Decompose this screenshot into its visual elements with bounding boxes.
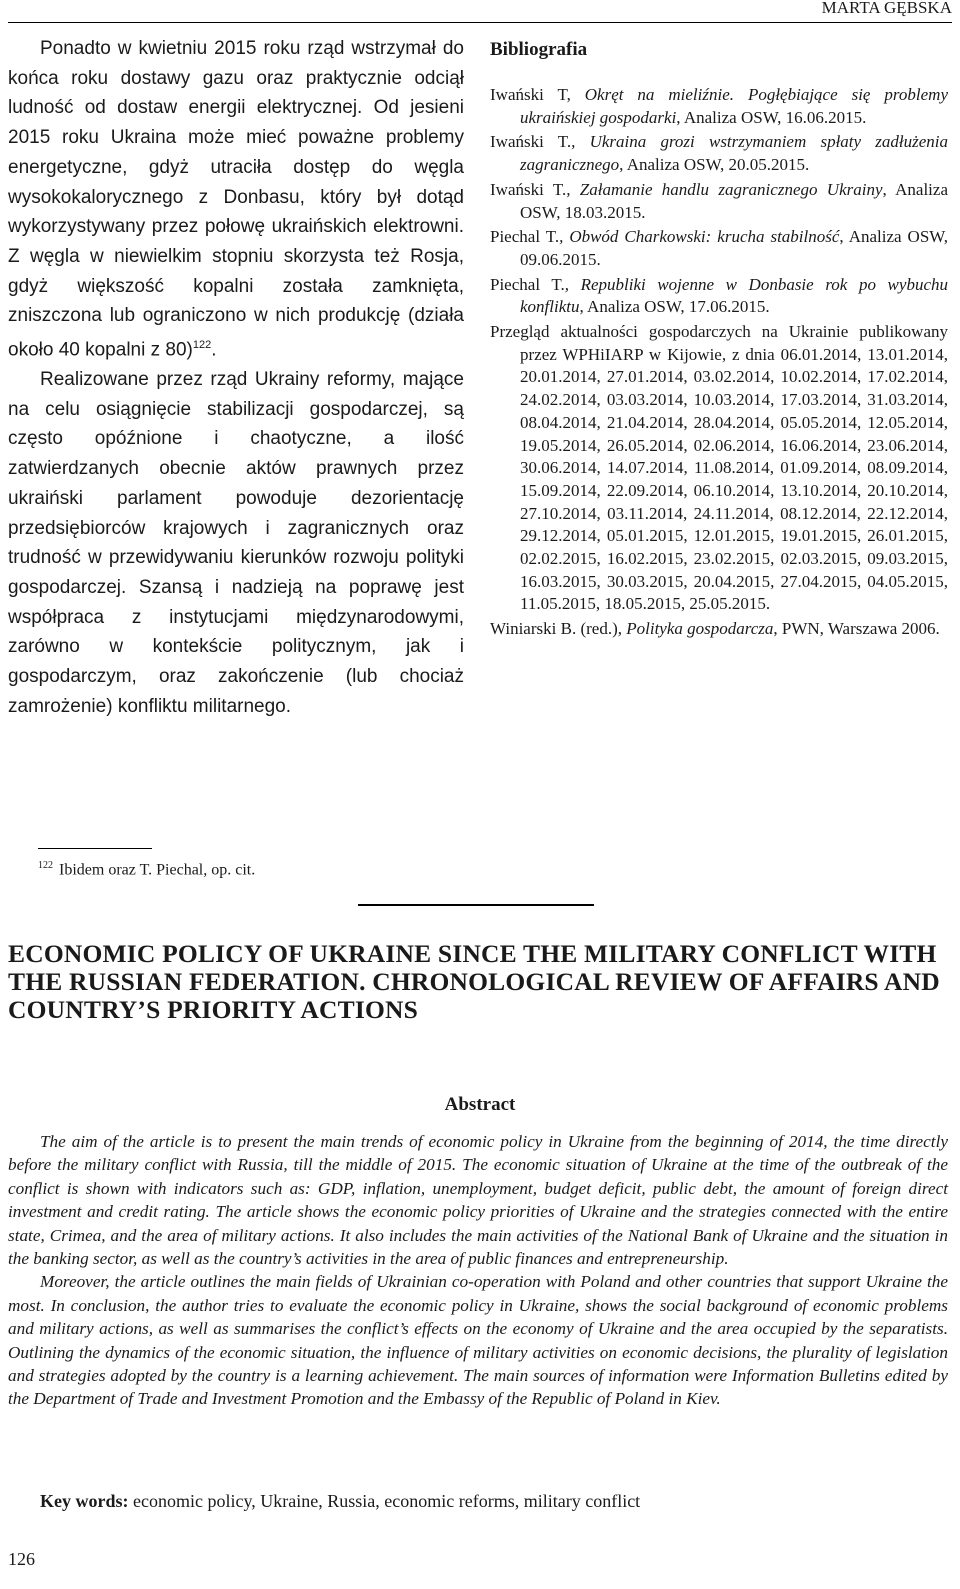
bib-details: , Analiza OSW, 16.06.2015. <box>676 107 867 127</box>
bibliography-entry <box>490 321 948 616</box>
bib-details: , Analiza OSW, 17.06.2015. <box>579 297 770 317</box>
bib-author: Piechal T. <box>490 227 560 247</box>
bibliography-entry <box>490 618 948 641</box>
keywords <box>40 1490 640 1512</box>
bib-title: , Obwód Charkowski: krucha stabilność <box>559 227 840 247</box>
keywords-text: economic policy, Ukraine, Russia, economic reforms, military conflict <box>128 1491 641 1511</box>
keywords-label: Key words: <box>40 1491 129 1511</box>
bib-title: Okręt na mieliźnie. Pogłębiające się problemy ukraińskiej gospodarki <box>520 85 948 127</box>
paragraph-end: . <box>211 339 217 361</box>
footnote-text: Ibidem oraz T. Piechal, op. cit. <box>59 861 256 879</box>
bib-author: Iwański T. <box>490 179 567 199</box>
bib-author: Iwański T, <box>490 85 585 104</box>
footnote-reference[interactable]: 122 <box>192 339 212 352</box>
bib-details: , Analiza OSW, 20.05.2015. <box>619 155 810 175</box>
footnote <box>38 856 255 880</box>
bib-title: , Republiki wojenne w Donbasie rok po wybuchu konfliktu <box>520 274 948 317</box>
bib-title: , Załamanie handlu zagranicznego Ukrainy <box>566 179 883 199</box>
bib-title: , Ukraina grozi wstrzymaniem spłaty zadłużenia zagranicznego <box>520 132 949 175</box>
bib-author: Winiarski B. (red.), <box>490 619 627 639</box>
page-number: 126 <box>8 1549 35 1569</box>
bib-details: , Analiza OSW, 18.03.2015. <box>520 179 948 222</box>
bibliography-entry <box>490 179 948 224</box>
bibliography-section <box>490 38 948 643</box>
body-paragraph-1 <box>8 34 464 365</box>
footnote-number: 122 <box>38 860 53 871</box>
bibliography-entry <box>490 84 948 129</box>
footnote-divider <box>38 848 152 849</box>
bibliography-entry <box>490 226 948 271</box>
bibliography-entry <box>490 274 948 319</box>
abstract-heading: Abstract <box>444 1094 516 1115</box>
abstract-text <box>8 1130 948 1411</box>
bib-title: Polityka gospodarcza <box>626 619 774 639</box>
paragraph-text: Ponadto w kwietniu 2015 roku rząd wstrzymał do końca roku dostawy gazu oraz praktycznie odciął ludność od dostaw energii elektrycznej. Od jesieni 2015 roku Ukraina może mieć poważne problemy energetyczne, gdyż utraciła dostęp do węgla wysokokalorycznego z Donbasu, który był dotąd wykorzystywany przez połowę ukraińskich elektrowni. Z węgla w niewielkim stopniu skorzysta też Rosja, gdyż większość kopalni została zamknięta, zniszczona lub ograniczono w nich produkcję (działa około 40 kopalni z 80) <box>8 38 464 361</box>
bib-details: , PWN, Warszawa 2006. <box>773 619 940 639</box>
bibliography-heading: Bibliografia <box>490 39 588 60</box>
bib-author: Piechal T. <box>490 274 565 294</box>
section-divider <box>358 904 594 906</box>
abstract-paragraph-1: The aim of the article is to present the main trends of economic policy in Ukraine from the beginning of 2014, the time directly before the military conflict with Russia, till the middle of 2015. The economic situation of Ukraine at the time of the outbreak of the conflict is shown with indicators such as: GDP, inflation, unemployment, budget deficit, public debt, the amount of foreign direct investment and credit rating. The article shows the economic policy priorities of Ukraine and the strategies connected with the entire state, Crimea, and the area of military actions. It also includes the main activities of the National Bank of Ukraine and the situation in the banking sector, as well as the country’s activities in the area of public finances and entrepreneurship. <box>8 1132 948 1269</box>
bib-details: , Analiza OSW, 09.06.2015. <box>520 227 949 269</box>
abstract-paragraph-2: Moreover, the article outlines the main fields of Ukrainian co-operation with Poland and other countries that support Ukraine the most. In conclusion, the author tries to evaluate the economic policy in Ukraine, shows the social background of economic problems and military actions, as well as summarises the conflict’s effects on the economy of Ukraine and the area occupied by the separatists. Outlining the dynamics of the economic situation, the influence of military activities on economic decisions, the plurality of legislation and strategies adopted by the country is a learning achievement. The main sources of information were Information Bulletins edited by the Department of Trade and Investment Promotion and the Embassy of the Republic of Poland in Kiev. <box>8 1272 948 1409</box>
running-head: MARTA GĘBSKA <box>8 0 952 23</box>
body-paragraph-2: Realizowane przez rząd Ukrainy reformy, mające na celu osiągnięcie stabilizacji gospodarczej, są często opóźnione i chaotyczne, a ilość zatwierdzanych obecnie aktów prawnych przez ukraiński parlament powoduje dezorientację przedsiębiorców krajowych i zagranicznych oraz trudność w przewidywaniu kierunków rozwoju polityki gospodarczej. Szansą i nadzieją na poprawę jest współpraca z instytucjami międzynarodowymi, zarówno w kontekście politycznym, jak i gospodarczym, oraz zakończenie (lub chociaż zamrożenie) konfliktu militarnego. <box>8 369 464 717</box>
english-title: ECONOMIC POLICY OF UKRAINE SINCE THE MILITARY CONFLICT WITH THE RUSSIAN FEDERATION. CHRONOLOGICAL REVIEW OF AFFAIRS AND COUNTRY’S PRIORITY ACTIONS <box>8 939 940 1024</box>
bibliography-entry <box>490 131 948 176</box>
bib-details: Przegląd aktualności gospodarczych na Ukrainie publikowany przez WPHiIARP w Kijowie, z dnia 06.01.2014, 13.01.2014, 20.01.2014, 27.01.2014, 03.02.2014, 10.02.2014, 17.02.2014, 24.02.2014, 03.03.2014, 10.03.2014, 17.03.2014, 31.03.2014, 08.04.2014, 21.04.2014, 28.04.2014, 05.05.2014, 12.05.2014, 19.05.2014, 26.05.2014, 02.06.2014, 16.06.2014, 23.06.2014, 30.06.2014, 14.07.2014, 11.08.2014, 01.09.2014, 08.09.2014, 15.09.2014, 22.09.2014, 06.10.2014, 13.10.2014, 20.10.2014, 27.10.2014, 03.11.2014, 24.11.2014, 08.12.2014, 22.12.2014, 29.12.2014, 05.01.2015, 12.01.2015, 19.01.2015, 26.01.2015, 02.02.2015, 16.02.2015, 23.02.2015, 02.03.2015, 09.03.2015, 16.03.2015, 30.03.2015, 20.04.2015, 27.04.2015, 04.05.2015, 11.05.2015, 18.05.2015, 25.05.2015. <box>490 322 948 614</box>
bib-author: Iwański T. <box>490 132 572 152</box>
body-text-left-column <box>8 34 464 722</box>
